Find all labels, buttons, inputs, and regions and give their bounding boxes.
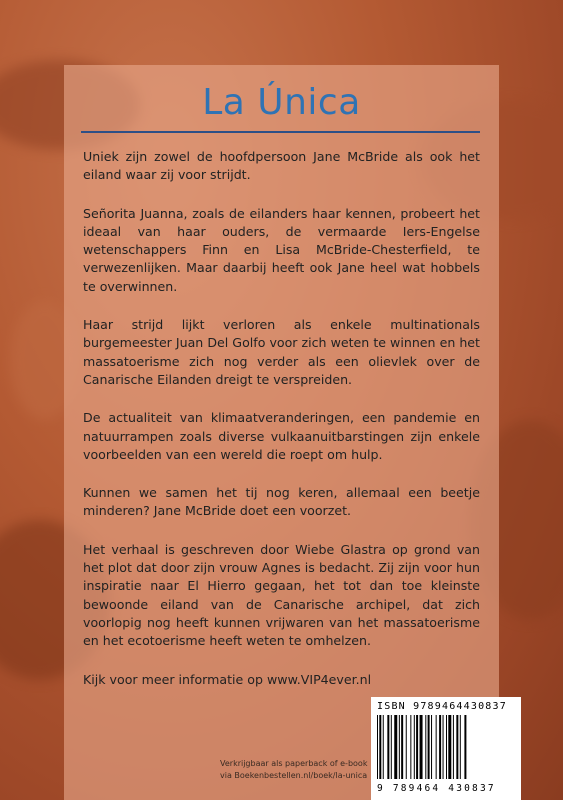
barcode-bar — [439, 715, 441, 779]
blurb-paragraph: Haar strijd lijkt verloren als enkele multinationals burgemeester Juan Del Golfo voor zich weten te winnen en het massatoerisme zich nog verder als een olievlek over de Canarische Eilanden dreigt te verspreiden. — [83, 317, 480, 387]
barcode-bar — [416, 715, 418, 779]
book-title: La Única — [202, 82, 361, 123]
barcode-bar — [383, 715, 384, 779]
barcode-bar — [464, 715, 466, 779]
blurb-paragraph: Het verhaal is geschreven door Wiebe Glastra op grond van het plot dat door zijn vrouw Agnes is bedacht. Zij zijn voor hun inspiratie naar El Hierro gegaan, het tot dan toe kleinste bewoonde eiland van de Canarische archipel, dat zich voorlopig nog heeft kunnen vrijwaren van het massatoerisme en het ecotoerisme heeft weten te omhelzen. — [83, 541, 480, 649]
barcode-bar — [391, 715, 392, 779]
barcode-bar — [443, 715, 444, 779]
barcode-bar — [460, 715, 461, 779]
text-panel — [64, 65, 499, 800]
barcode-bar — [377, 715, 378, 779]
barcode-bar — [448, 715, 451, 779]
blurb-paragraph: Uniek zijn zowel de hoofdpersoon Jane McBride als ook het eiland waar zij voor strijdt. — [83, 149, 480, 183]
barcode-bar — [425, 715, 426, 779]
availability-line: Verkrijgbaar als paperback of e-book — [220, 759, 368, 768]
barcode-bar — [379, 715, 381, 779]
availability-note — [220, 758, 370, 782]
title-rule — [81, 131, 480, 133]
barcode-bar — [414, 715, 415, 779]
barcode-bar — [401, 715, 403, 779]
blurb-paragraph: Señorita Juanna, zoals de eilanders haar kennen, probeert het ideaal van haar ouders, de vermaarde Iers-Engelse wetenschappers Finn en Lisa McBride-Chesterfield, te verwezenlijken. Maar daarbij heeft ook Jane heel wat hobbels te overwinnen. — [83, 205, 480, 294]
barcode-bar — [394, 715, 397, 779]
website-line: Kijk voor meer informatie op www.VIP4ever.nl — [83, 671, 372, 687]
barcode-bar — [387, 715, 389, 779]
availability-url: via Boekenbestellen.nl/boek/la-unica — [220, 771, 368, 780]
blurb — [83, 148, 480, 709]
barcode-bars — [377, 715, 515, 779]
isbn-label: ISBN 9789464430837 — [377, 701, 507, 712]
barcode-bar — [453, 715, 454, 779]
barcode-bar — [446, 715, 447, 779]
barcode-bar — [410, 715, 411, 779]
blurb-paragraph: De actualiteit van klimaatveranderingen, een pandemie en natuurrampen zoals diverse vulkaanuitbarstingen zijn enkele voorbeelden van een wereld die roept om hulp. — [83, 410, 480, 462]
barcode-bar — [399, 715, 400, 779]
barcode-bar — [428, 715, 430, 779]
barcode-bar — [431, 715, 432, 779]
barcode-bar — [456, 715, 458, 779]
isbn-barcode — [371, 697, 521, 800]
blurb-paragraph: Kunnen we samen het tij nog keren, allemaal een beetje minderen? Jane McBride doet een voorzet. — [83, 485, 480, 519]
barcode-bar — [406, 715, 407, 779]
barcode-bar — [436, 715, 437, 779]
isbn-digits: 9 789464 430837 — [377, 783, 496, 794]
barcode-bar — [420, 715, 423, 779]
